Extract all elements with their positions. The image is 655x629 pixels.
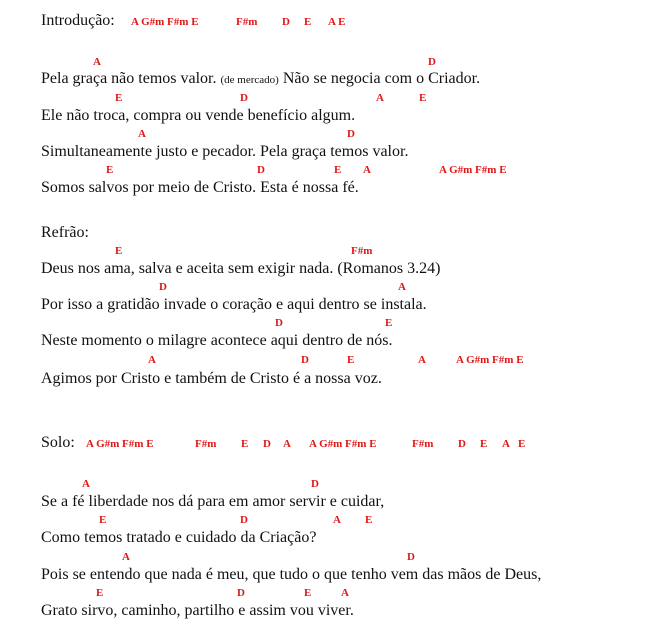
chord: A G#m F#m E bbox=[456, 354, 524, 366]
chord: A bbox=[122, 551, 130, 563]
chord: E bbox=[304, 16, 312, 28]
verse2-line-3: Pois se entendo que nada é meu, que tudo o que tenho vem das mãos de Deus, bbox=[41, 566, 542, 583]
chord: A bbox=[138, 128, 146, 140]
lyric: Não se negocia com o Criador. bbox=[282, 70, 481, 87]
chord: D bbox=[237, 587, 245, 599]
chord: E bbox=[304, 587, 312, 599]
chord: D bbox=[275, 317, 283, 329]
chord: D bbox=[301, 354, 309, 366]
chord: D bbox=[458, 438, 466, 450]
chord: D bbox=[428, 56, 436, 68]
chord: E bbox=[347, 354, 355, 366]
chord: D bbox=[159, 281, 167, 293]
verse2-line-1: Se a fé liberdade nos dá para em amor servir e cuidar, bbox=[41, 493, 385, 510]
refrain-line-2: Por isso a gratidão invade o coração e aqui dentro se instala. bbox=[41, 296, 427, 313]
intro-label: Introdução: bbox=[41, 12, 115, 29]
verse2-line-4: Grato sirvo, caminho, partilho e assim vou viver. bbox=[41, 602, 354, 619]
chord: A G#m F#m E bbox=[131, 16, 199, 28]
chord: A bbox=[363, 164, 371, 176]
chord: D bbox=[263, 438, 271, 450]
chord: A bbox=[502, 438, 510, 450]
chord: E bbox=[99, 514, 107, 526]
chord: D bbox=[240, 92, 248, 104]
chord: D bbox=[257, 164, 265, 176]
refrain-line-3: Neste momento o milagre acontece aqui dentro de nós. bbox=[41, 332, 393, 349]
chord: A bbox=[341, 587, 349, 599]
chord: A bbox=[418, 354, 426, 366]
chord: A G#m F#m E bbox=[309, 438, 377, 450]
chord: D bbox=[240, 514, 248, 526]
chord: F#m bbox=[195, 438, 217, 450]
chord: F#m bbox=[236, 16, 258, 28]
chord: A bbox=[283, 438, 291, 450]
chord: A G#m F#m E bbox=[439, 164, 507, 176]
chord: E bbox=[106, 164, 114, 176]
verse2-line-2: Como temos tratado e cuidado da Criação? bbox=[41, 529, 317, 546]
chord: F#m bbox=[412, 438, 434, 450]
chord: A bbox=[148, 354, 156, 366]
chord: A bbox=[93, 56, 101, 68]
chord: E bbox=[419, 92, 427, 104]
chord: E bbox=[96, 587, 104, 599]
chord: E bbox=[385, 317, 393, 329]
chord: E bbox=[365, 514, 373, 526]
solo-line bbox=[41, 434, 75, 452]
chord: D bbox=[347, 128, 355, 140]
chord: E bbox=[115, 245, 123, 257]
chord: E bbox=[518, 438, 526, 450]
verse1-line-4: Somos salvos por meio de Cristo. Esta é nossa fé. bbox=[41, 179, 359, 196]
chord: D bbox=[282, 16, 290, 28]
chord: D bbox=[407, 551, 415, 563]
lyric: Pela graça não temos valor. bbox=[41, 70, 217, 87]
verse1-line-2: Ele não troca, compra ou vende benefício algum. bbox=[41, 107, 356, 124]
intro-line bbox=[41, 12, 115, 30]
lyric-note: (de mercado) bbox=[220, 74, 279, 86]
chord: A G#m F#m E bbox=[86, 438, 154, 450]
chord: E bbox=[334, 164, 342, 176]
chord: F#m bbox=[351, 245, 373, 257]
chord: D bbox=[311, 478, 319, 490]
chord: A bbox=[376, 92, 384, 104]
chord: E bbox=[241, 438, 249, 450]
solo-label: Solo: bbox=[41, 434, 75, 451]
chord: E bbox=[480, 438, 488, 450]
chord: A bbox=[333, 514, 341, 526]
chord: A E bbox=[328, 16, 346, 28]
refrain-label: Refrão: bbox=[41, 224, 89, 241]
verse1-line-3: Simultaneamente justo e pecador. Pela graça temos valor. bbox=[41, 143, 409, 160]
refrain-line-1: Deus nos ama, salva e aceita sem exigir nada. (Romanos 3.24) bbox=[41, 260, 441, 277]
chord: E bbox=[115, 92, 123, 104]
refrain-line-4: Agimos por Cristo e também de Cristo é a nossa voz. bbox=[41, 370, 382, 387]
chord: A bbox=[82, 478, 90, 490]
verse1-line-1 bbox=[41, 70, 480, 89]
chord: A bbox=[398, 281, 406, 293]
